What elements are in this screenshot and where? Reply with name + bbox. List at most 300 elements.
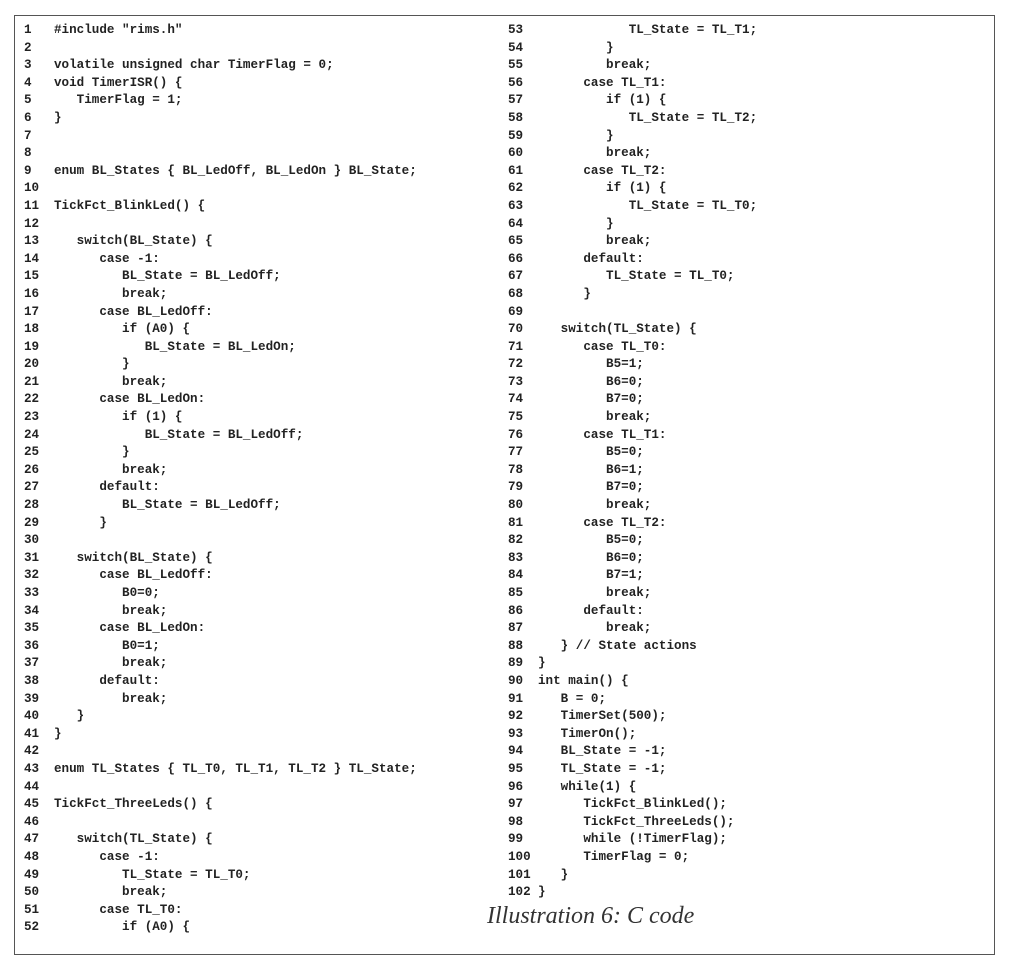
code-line (24, 655, 504, 673)
code-line (508, 550, 988, 568)
code-text: } (538, 128, 614, 143)
line-number: 98 (508, 814, 524, 829)
code-text: switch(TL_State) { (538, 322, 697, 337)
line-number: 93 (508, 726, 524, 741)
code-text: B0=1; (54, 638, 160, 653)
code-line (24, 391, 504, 409)
code-line (24, 849, 504, 867)
code-text: B7=0; (538, 392, 644, 407)
code-line (508, 40, 988, 58)
code-text: case -1: (54, 849, 160, 864)
code-line (24, 57, 504, 75)
code-text: } (54, 726, 62, 741)
code-text: B0=0; (54, 586, 160, 600)
code-line (508, 691, 988, 709)
line-number: 81 (508, 515, 524, 530)
line-number: 39 (24, 691, 40, 706)
code-text: B5=0; (538, 445, 644, 460)
code-line (24, 691, 504, 709)
code-line (24, 268, 504, 286)
line-number: 14 (24, 251, 40, 266)
code-text: BL_State = BL_LedOff; (54, 498, 281, 513)
line-number: 57 (508, 93, 524, 108)
line-number: 9 (24, 163, 32, 178)
line-number: 66 (508, 251, 524, 266)
line-number: 5 (24, 93, 32, 108)
line-number: 63 (508, 198, 524, 213)
code-text: break; (54, 691, 168, 706)
code-text: break; (538, 58, 652, 73)
code-line (24, 796, 504, 814)
code-text: if (1) { (538, 181, 667, 196)
code-line (24, 374, 504, 392)
line-number: 10 (24, 181, 40, 196)
line-number: 86 (508, 603, 524, 618)
code-text: switch(BL_State) { (54, 550, 213, 565)
line-number: 23 (24, 410, 40, 425)
code-line (508, 233, 988, 251)
code-text: if (A0) { (54, 322, 191, 337)
line-number: 69 (508, 304, 524, 319)
code-line (24, 321, 504, 339)
code-line (508, 22, 988, 40)
line-number: 78 (508, 462, 524, 477)
line-number: 24 (24, 427, 40, 442)
code-text: } (54, 110, 62, 125)
code-line (24, 638, 504, 656)
code-line (24, 515, 504, 533)
code-line (24, 532, 504, 550)
code-text: } // State actions (538, 638, 697, 653)
code-line (24, 304, 504, 322)
line-number: 12 (24, 216, 40, 231)
code-line (24, 585, 504, 603)
code-line (508, 110, 988, 128)
code-line (508, 673, 988, 691)
code-line (24, 22, 504, 40)
code-line (24, 251, 504, 269)
line-number: 101 (508, 867, 531, 882)
code-text: case TL_T2: (538, 163, 667, 178)
code-text: } (538, 40, 614, 55)
code-text: while (!TimerFlag); (538, 832, 727, 847)
code-line (508, 427, 988, 445)
code-line (24, 163, 504, 181)
code-line (508, 708, 988, 726)
line-number: 38 (24, 673, 40, 688)
code-text: B = 0; (538, 691, 607, 706)
code-text: break; (54, 603, 168, 618)
line-number: 76 (508, 427, 524, 442)
code-text: volatile unsigned char TimerFlag = 0; (54, 58, 334, 73)
code-line (508, 304, 988, 322)
code-text: B7=0; (538, 480, 644, 495)
line-number: 51 (24, 902, 40, 917)
code-text: case BL_LedOn: (54, 392, 206, 407)
code-text: switch(BL_State) { (54, 234, 213, 249)
code-text: case TL_T2: (538, 515, 667, 530)
code-line (508, 655, 988, 673)
code-line (508, 145, 988, 163)
code-line (508, 849, 988, 867)
line-number: 94 (508, 744, 524, 759)
code-line (508, 374, 988, 392)
line-number: 91 (508, 691, 524, 706)
code-text: case TL_T0: (538, 339, 667, 354)
code-text: case BL_LedOff: (54, 304, 213, 319)
line-number: 61 (508, 163, 524, 178)
code-line (508, 75, 988, 93)
code-line (508, 743, 988, 761)
code-line (24, 884, 504, 902)
code-line (24, 462, 504, 480)
code-line (24, 75, 504, 93)
line-number: 16 (24, 286, 40, 301)
line-number: 27 (24, 480, 40, 495)
code-line (24, 761, 504, 779)
line-number: 59 (508, 128, 524, 143)
code-line (24, 603, 504, 621)
code-line (24, 444, 504, 462)
code-line (508, 198, 988, 216)
code-text: B6=0; (538, 374, 644, 389)
code-text: } (54, 445, 130, 460)
code-text: if (1) { (54, 410, 183, 425)
code-line (508, 409, 988, 427)
code-line (508, 356, 988, 374)
line-number: 102 (508, 885, 531, 900)
line-number: 70 (508, 322, 524, 337)
line-number: 41 (24, 726, 40, 741)
line-number: 21 (24, 374, 40, 389)
code-text: TimerFlag = 1; (54, 93, 183, 108)
code-text: break; (54, 656, 168, 671)
line-number: 68 (508, 286, 524, 301)
code-line (24, 409, 504, 427)
line-number: 33 (24, 586, 40, 600)
code-text: } (54, 357, 130, 372)
line-number: 11 (24, 198, 40, 213)
code-line (508, 163, 988, 181)
code-text: case TL_T1: (538, 427, 667, 442)
line-number: 72 (508, 357, 524, 372)
line-number: 49 (24, 867, 40, 882)
code-text: } (54, 515, 107, 530)
code-line (508, 831, 988, 849)
line-number: 36 (24, 638, 40, 653)
code-text: if (A0) { (54, 920, 191, 935)
code-text: } (538, 656, 546, 671)
code-line (24, 216, 504, 234)
line-number: 53 (508, 23, 524, 37)
line-number: 35 (24, 621, 40, 636)
code-text: BL_State = -1; (538, 744, 667, 759)
code-line (508, 216, 988, 234)
line-number: 83 (508, 550, 524, 565)
code-text: case TL_T1: (538, 75, 667, 90)
code-text: } (538, 867, 569, 882)
code-line (508, 286, 988, 304)
line-number: 4 (24, 75, 32, 90)
code-text: B5=1; (538, 357, 644, 372)
line-number: 34 (24, 603, 40, 618)
code-text: switch(TL_State) { (54, 832, 213, 847)
code-text: break; (538, 234, 652, 249)
code-text: TL_State = -1; (538, 761, 667, 776)
code-text: BL_State = BL_LedOff; (54, 269, 281, 284)
line-number: 44 (24, 779, 40, 794)
code-line (24, 145, 504, 163)
code-line (508, 339, 988, 357)
code-line (24, 620, 504, 638)
code-line (508, 444, 988, 462)
code-line (24, 867, 504, 885)
line-number: 31 (24, 550, 40, 565)
code-text: #include "rims.h" (54, 23, 183, 37)
code-line (508, 251, 988, 269)
line-number: 19 (24, 339, 40, 354)
code-line (508, 814, 988, 832)
code-text: default: (54, 480, 160, 495)
code-line (24, 233, 504, 251)
code-listing-frame (14, 15, 995, 955)
line-number: 82 (508, 533, 524, 548)
figure-caption: Illustration 6: C code (487, 903, 695, 929)
line-number: 96 (508, 779, 524, 794)
line-number: 67 (508, 269, 524, 284)
code-text: int main() { (538, 673, 629, 688)
code-line (24, 128, 504, 146)
line-number: 52 (24, 920, 40, 935)
code-text: enum BL_States { BL_LedOff, BL_LedOn } BL_State; (54, 163, 417, 178)
code-line (24, 339, 504, 357)
code-line (508, 57, 988, 75)
code-line (24, 286, 504, 304)
code-line (508, 603, 988, 621)
code-text: break; (54, 374, 168, 389)
code-text: break; (54, 286, 168, 301)
code-text: TimerSet(500); (538, 709, 667, 724)
line-number: 62 (508, 181, 524, 196)
code-line (24, 567, 504, 585)
line-number: 37 (24, 656, 40, 671)
code-line (24, 40, 504, 58)
code-text: break; (538, 498, 652, 513)
line-number: 29 (24, 515, 40, 530)
code-text: break; (538, 410, 652, 425)
code-text: TimerFlag = 0; (538, 849, 690, 864)
line-number: 40 (24, 709, 40, 724)
line-number: 6 (24, 110, 32, 125)
code-text: case TL_T0: (54, 902, 183, 917)
code-text: break; (538, 586, 652, 600)
code-text: void TimerISR() { (54, 75, 183, 90)
line-number: 77 (508, 445, 524, 460)
code-text: if (1) { (538, 93, 667, 108)
code-line (24, 726, 504, 744)
code-line (508, 92, 988, 110)
line-number: 60 (508, 146, 524, 161)
line-number: 92 (508, 709, 524, 724)
line-number: 73 (508, 374, 524, 389)
code-line (24, 831, 504, 849)
line-number: 64 (508, 216, 524, 231)
code-line (24, 427, 504, 445)
line-number: 18 (24, 322, 40, 337)
line-number: 89 (508, 656, 524, 671)
line-number: 28 (24, 498, 40, 513)
code-line (508, 462, 988, 480)
code-line (24, 902, 504, 920)
line-number: 54 (508, 40, 524, 55)
code-text: TickFct_BlinkLed() { (54, 198, 206, 213)
code-line (508, 268, 988, 286)
line-number: 26 (24, 462, 40, 477)
code-text: default: (54, 673, 160, 688)
code-text: while(1) { (538, 779, 637, 794)
code-line (508, 321, 988, 339)
code-line (508, 180, 988, 198)
code-line (508, 585, 988, 603)
code-text: } (538, 286, 591, 301)
code-text: default: (538, 251, 644, 266)
code-line (508, 638, 988, 656)
code-text: BL_State = BL_LedOff; (54, 427, 304, 442)
line-number: 25 (24, 445, 40, 460)
code-text: break; (538, 146, 652, 161)
code-text: TL_State = TL_T0; (54, 867, 251, 882)
line-number: 15 (24, 269, 40, 284)
code-text: TickFct_ThreeLeds() { (54, 797, 213, 812)
code-line (24, 110, 504, 128)
code-line (24, 92, 504, 110)
line-number: 48 (24, 849, 40, 864)
code-line (24, 180, 504, 198)
line-number: 46 (24, 814, 40, 829)
line-number: 58 (508, 110, 524, 125)
code-line (24, 673, 504, 691)
code-text: TimerOn(); (538, 726, 637, 741)
line-number: 13 (24, 234, 40, 249)
code-text: break; (54, 885, 168, 900)
code-line (24, 198, 504, 216)
line-number: 97 (508, 797, 524, 812)
line-number: 22 (24, 392, 40, 407)
line-number: 79 (508, 480, 524, 495)
code-text: TL_State = TL_T1; (538, 23, 758, 37)
code-column-right (508, 22, 988, 902)
line-number: 71 (508, 339, 524, 354)
code-line (24, 708, 504, 726)
code-line (508, 884, 988, 902)
code-text: TickFct_ThreeLeds(); (538, 814, 735, 829)
line-number: 20 (24, 357, 40, 372)
line-number: 3 (24, 58, 32, 73)
code-line (24, 479, 504, 497)
code-line (24, 356, 504, 374)
line-number: 100 (508, 849, 531, 864)
code-line (508, 128, 988, 146)
line-number: 99 (508, 832, 524, 847)
code-text: enum TL_States { TL_T0, TL_T1, TL_T2 } TL_State; (54, 761, 417, 776)
code-text: B6=0; (538, 550, 644, 565)
line-number: 17 (24, 304, 40, 319)
code-text: break; (538, 621, 652, 636)
code-text: BL_State = BL_LedOn; (54, 339, 296, 354)
code-text: B5=0; (538, 533, 644, 548)
code-text: default: (538, 603, 644, 618)
code-text: TL_State = TL_T0; (538, 198, 758, 213)
line-number: 74 (508, 392, 524, 407)
line-number: 87 (508, 621, 524, 636)
line-number: 80 (508, 498, 524, 513)
code-line (508, 726, 988, 744)
code-line (508, 796, 988, 814)
line-number: 30 (24, 533, 40, 548)
code-column-left (24, 22, 504, 937)
line-number: 32 (24, 568, 40, 583)
code-line (508, 567, 988, 585)
line-number: 75 (508, 410, 524, 425)
line-number: 50 (24, 885, 40, 900)
line-number: 56 (508, 75, 524, 90)
code-text: } (538, 216, 614, 231)
code-line (508, 532, 988, 550)
line-number: 45 (24, 797, 40, 812)
code-text: TL_State = TL_T0; (538, 269, 735, 284)
line-number: 84 (508, 568, 524, 583)
code-line (508, 867, 988, 885)
line-number: 65 (508, 234, 524, 249)
code-text: TL_State = TL_T2; (538, 110, 758, 125)
line-number: 88 (508, 638, 524, 653)
code-text: case -1: (54, 251, 160, 266)
line-number: 8 (24, 146, 32, 161)
code-line (508, 479, 988, 497)
line-number: 47 (24, 832, 40, 847)
code-line (508, 761, 988, 779)
code-line (24, 743, 504, 761)
code-line (508, 515, 988, 533)
code-line (24, 814, 504, 832)
code-line (508, 497, 988, 515)
line-number: 43 (24, 761, 40, 776)
code-line (508, 779, 988, 797)
code-line (508, 620, 988, 638)
code-line (24, 550, 504, 568)
code-line (24, 497, 504, 515)
line-number: 90 (508, 673, 524, 688)
line-number: 1 (24, 23, 32, 37)
line-number: 85 (508, 586, 524, 600)
code-text: TickFct_BlinkLed(); (538, 797, 727, 812)
line-number: 7 (24, 128, 32, 143)
line-number: 55 (508, 58, 524, 73)
code-text: } (538, 885, 546, 900)
code-text: B6=1; (538, 462, 644, 477)
code-line (24, 779, 504, 797)
code-line (24, 919, 504, 937)
line-number: 2 (24, 40, 32, 55)
code-text: B7=1; (538, 568, 644, 583)
code-text: } (54, 709, 85, 724)
code-text: case BL_LedOn: (54, 621, 206, 636)
line-number: 95 (508, 761, 524, 776)
line-number: 42 (24, 744, 40, 759)
code-line (508, 391, 988, 409)
code-text: case BL_LedOff: (54, 568, 213, 583)
code-text: break; (54, 462, 168, 477)
